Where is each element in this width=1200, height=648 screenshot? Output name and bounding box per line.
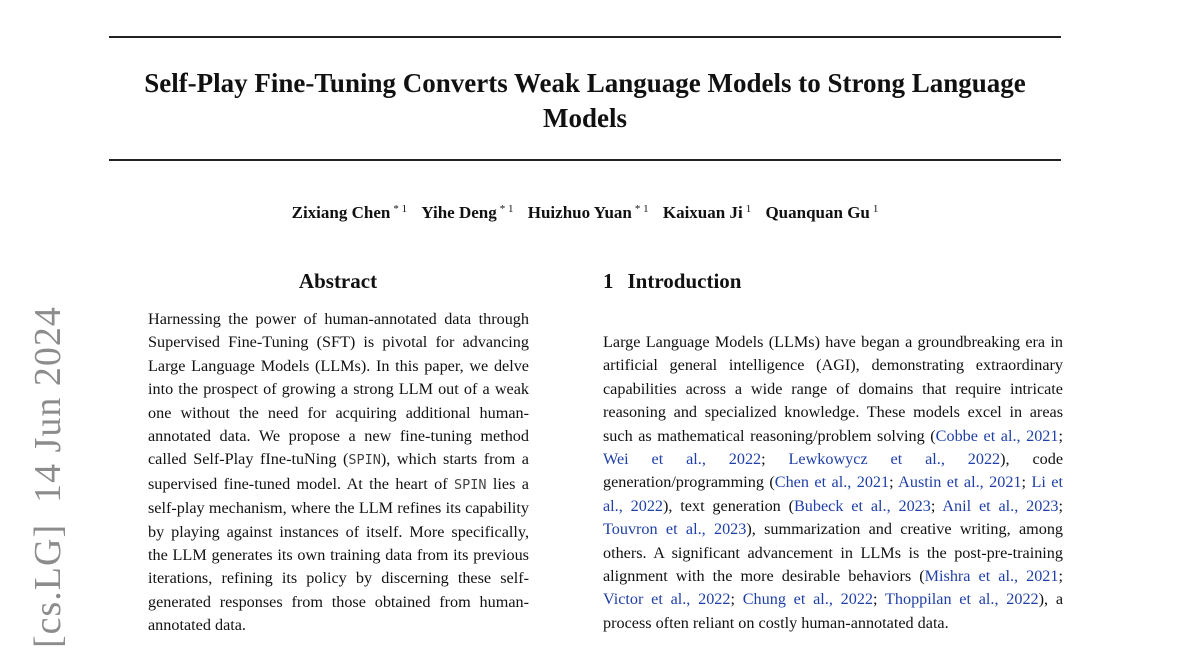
method-name-code: SPIN	[454, 476, 487, 493]
author: Quanquan Gu $^1$	[765, 203, 879, 222]
paper-title: Self-Play Fine-Tuning Converts Weak Language Models to Strong Language Models	[144, 68, 1026, 133]
citation-link[interactable]: Thoppilan et al., 2022	[885, 590, 1039, 609]
citation-link[interactable]: Chen et al., 2021	[774, 473, 890, 492]
citation-link[interactable]: Chung et al., 2022	[742, 590, 874, 609]
introduction-body: Large Language Models (LLMs) have began a groundbreaking era in artificial general intelligence (AGI), demonstrating extraordinary capabilities across a wide range of domains that require intricate reasoning and specialized knowledge. These models excel in areas such as mathematical reasoning/problem solving (Cobbe et al., 2021; Wei et al., 2022; Lewkowycz et al., 2022), code generation/programming (Chen et al., 2021; Austin et al., 2021; Li et al., 2022), text generation (Bubeck et al., 2023; Anil et al., 2023; Touvron et al., 2023), summarization and creative writing, among others. A significant advancement in LLMs is the post-pre-training alignment with the more desirable behaviors (Mishra et al., 2021; Victor et al., 2022; Chung et al., 2022; Thoppilan et al., 2022), a process often reliant on costly human-annotated data.	[603, 333, 1064, 632]
author: Kaixuan Ji $^1$	[662, 203, 752, 222]
author-list	[109, 203, 1061, 223]
citation-link[interactable]: Bubeck et al., 2023	[794, 496, 931, 515]
citation-link[interactable]: Anil et al., 2023	[942, 496, 1059, 515]
abstract-body: Harnessing the power of human-annotated data through Supervised Fine-Tuning (SFT) is pivotal for advancing Large Language Models (LLMs). In this paper, we delve into the prospect of growing a strong LLM out of a weak one without the need for acquiring additional human-annotated data. We propose a new fine-tuning method called Self-Play fIne-tuNing (SPIN), which starts from a supervised fine-tuned model. At the heart of SPIN lies a self-play mechanism, where the LLM refines its capability by playing against instances of itself. More specifically, the LLM generates its own training data from its previous iterations, refining its policy by discerning these self-generated responses from those obtained from human-annotated data.	[148, 310, 529, 635]
citation-link[interactable]: Lewkowycz et al., 2022	[788, 450, 1001, 469]
arxiv-side-stamp: [cs.LG] 14 Jun 2024	[27, 306, 69, 648]
author: Huizhuo Yuan $^{* 1}$	[527, 203, 649, 222]
citation-link[interactable]: Austin et al., 2021	[898, 473, 1022, 492]
abstract-heading: Abstract	[298, 269, 378, 293]
title-bottom-rule	[109, 159, 1061, 161]
citation-link[interactable]: Cobbe et al., 2021	[935, 426, 1059, 445]
title-top-rule	[109, 36, 1061, 38]
section-number: 1	[603, 269, 614, 293]
author: Zixiang Chen $^{* 1}$	[291, 203, 408, 222]
section-heading-introduction: 1 Introduction	[603, 269, 742, 293]
citation-link[interactable]: Victor et al., 2022	[603, 590, 731, 609]
citation-link[interactable]: Mishra et al., 2021	[924, 567, 1059, 586]
citation-link[interactable]: Wei et al., 2022	[603, 450, 762, 469]
author: Yihe Deng $^{* 1}$	[421, 203, 514, 222]
method-name-code: SPIN	[348, 452, 381, 469]
citation-link[interactable]: Li et al., 2022	[603, 473, 1063, 515]
citation-link[interactable]: Touvron et al., 2023	[603, 520, 747, 539]
